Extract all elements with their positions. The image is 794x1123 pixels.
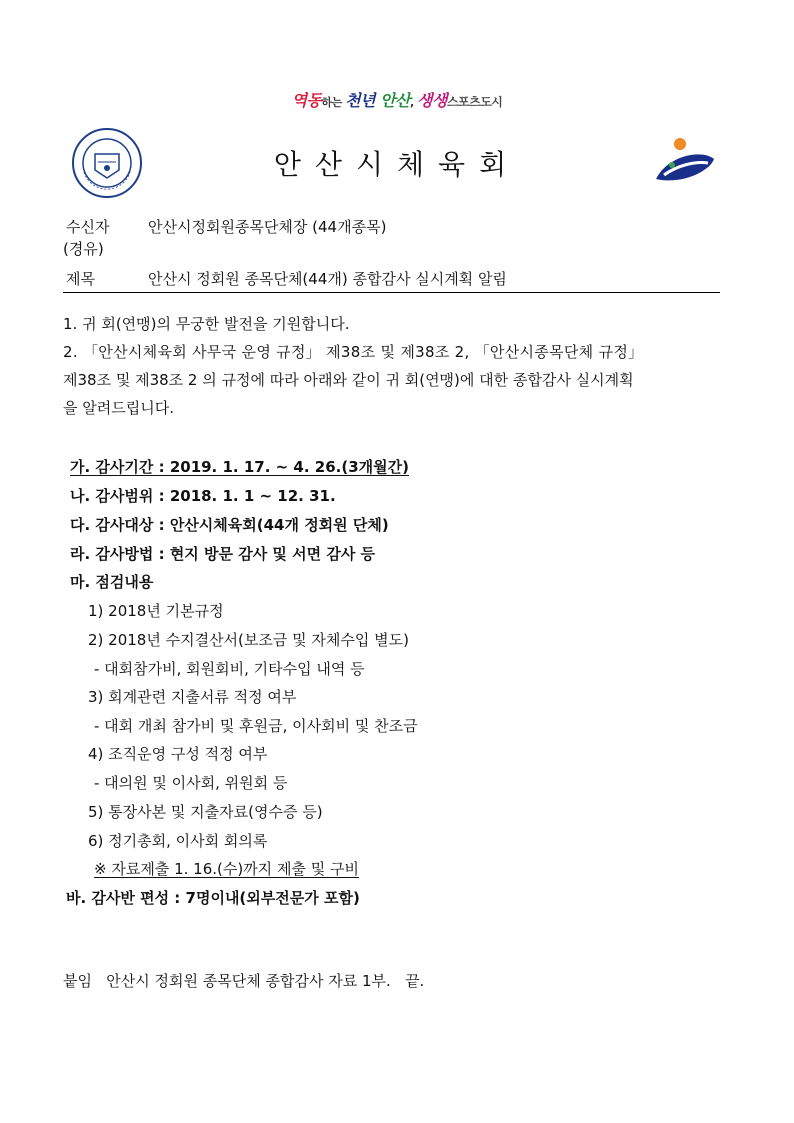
divider [63,292,720,293]
item-team: 바. 감사반 편성 : 7명이내(외부전문가 포함) [66,889,360,907]
checklist-item: 6) 정기총회, 이사회 회의록 [88,832,268,850]
via-label: (경유) [63,240,104,258]
recipient-value: 안산시정회원종목단체장 (44개종목) [148,218,387,236]
checklist-subitem: - 대회 개최 참가비 및 후원금, 이사회비 및 찬조금 [94,717,418,735]
checklist-item: 1) 2018년 기본규정 [88,602,224,620]
slogan [0,88,794,111]
subject-label: 제목 [66,270,95,288]
slogan-part: 안산 [380,91,410,110]
slogan-part: 역동 [291,91,322,110]
page-title: 안산시체육회 [273,148,521,181]
paragraph-line: 2. 「안산시체육회 사무국 운영 규정」 제38조 및 제38조 2, 「안산시종목단체 규정」 [63,343,644,361]
checklist-item: 5) 통장사본 및 지출자료(영수증 등) [88,803,323,821]
slogan-part: 스포츠도시 [446,95,503,109]
slogan-part: , [410,96,418,109]
checklist-item: 2) 2018년 수지결산서(보조금 및 자체수입 별도) [88,631,409,649]
item-period: 가. 감사기간 : 2019. 1. 17. ~ 4. 26.(3개월간) [70,458,409,476]
checklist-item: 4) 조직운영 구성 적정 여부 [88,745,268,763]
recipient-label: 수신자 [66,218,110,236]
submission-note: ※ 자료제출 1. 16.(수)까지 제출 및 구비 [94,860,359,878]
slogan-part: 하는 [321,96,346,109]
item-target: 다. 감사대상 : 안산시체육회(44개 정회원 단체) [70,516,389,534]
item-scope: 나. 감사범위 : 2018. 1. 1 ~ 12. 31. [70,487,336,505]
paragraph-line: 제38조 및 제38조 2 의 규정에 따라 아래와 같이 귀 회(연맹)에 대한 종합감사 실시계획 [63,371,634,389]
checklist-item: 3) 회계관련 지출서류 적정 여부 [88,688,297,706]
checklist-subitem: - 대회참가비, 회원회비, 기타수입 내역 등 [94,660,365,678]
checklist-subitem: - 대의원 및 이사회, 위원회 등 [94,774,288,792]
slogan-part: 천년 [345,91,381,110]
paragraph-line: 을 알려드립니다. [63,399,174,417]
item-method: 라. 감사방법 : 현지 방문 감사 및 서면 감사 등 [70,545,376,563]
item-checklist: 마. 점검내용 [70,573,154,591]
subject-value: 안산시 정회원 종목단체(44개) 종합감사 실시계획 알림 [148,270,507,288]
slogan-part: 생생 [417,91,447,110]
city-logo-icon [650,135,720,193]
paragraph-line: 1. 귀 회(연맹)의 무궁한 발전을 기원합니다. [63,315,350,333]
attachment-line: 붙임 안산시 정회원 종목단체 종합감사 자료 1부. 끝. [63,972,425,990]
